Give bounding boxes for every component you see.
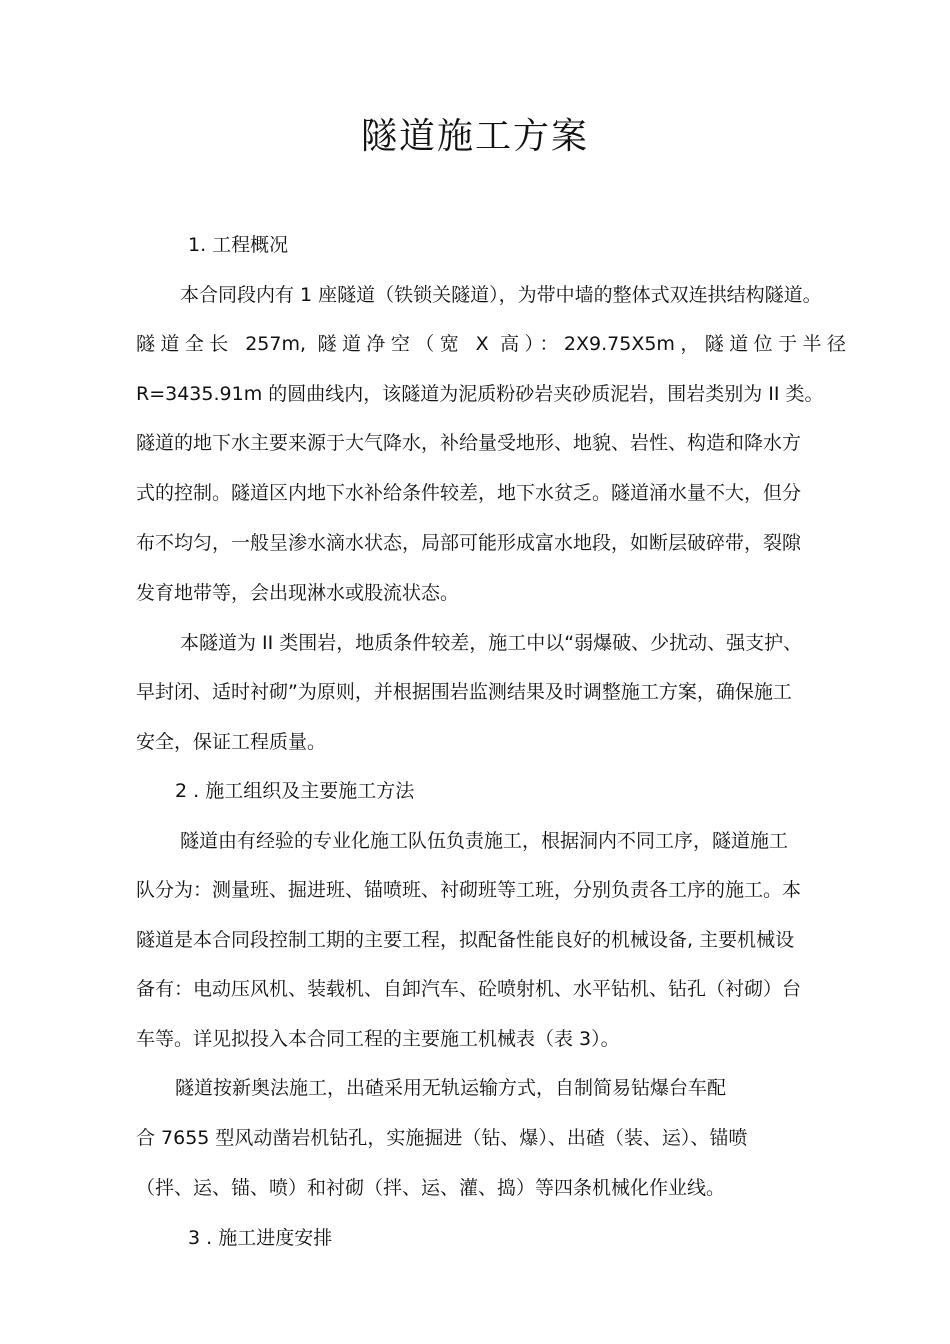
paragraph-line: 合 7655 型风动凿岩机钻孔，实施掘进（钻、爆）、出碴（装、运）、锚喷	[136, 1127, 748, 1149]
paragraph-line: R=3435.91m 的圆曲线内，该隧道为泥质粉砂岩夹砂质泥岩，围岩类别为 II 类。	[136, 383, 824, 405]
paragraph-line: 隧道由有经验的专业化施工队伍负责施工，根据洞内不同工序，隧道施工	[180, 830, 789, 852]
paragraph-line: 布不均匀，一般呈渗水滴水状态，局部可能形成富水地段，如断层破碎带，裂隙	[136, 532, 802, 554]
paragraph-line: 早封闭、适时衬砌”为原则，并根据围岩监测结果及时调整施工方案，确保施工	[136, 681, 792, 703]
paragraph-line: 本合同段内有 1 座隧道（铁锁关隧道），为带中墙的整体式双连拱结构隧道。	[180, 284, 822, 306]
page-title: 隧道施工方案	[360, 116, 589, 157]
paragraph-line: 队分为：测量班、掘进班、锚喷班、衬砌班等工班，分别负责各工序的施工。本	[136, 879, 802, 901]
paragraph-line: （拌、运、锚、喷）和衬砌（拌、运、灌、捣）等四条机械化作业线。	[136, 1177, 726, 1199]
paragraph-line: 隧道是本合同段控制工期的主要工程，拟配备性能良好的机械设备, 主要机械设	[136, 929, 795, 951]
paragraph-line: 式的控制。隧道区内地下水补给条件较差，地下水贫乏。隧道涌水量不大，但分	[136, 482, 802, 504]
paragraph-line: 本隧道为 II 类围岩，地质条件较差，施工中以“弱爆破、少扰动、强支护、	[180, 632, 803, 654]
section-3-heading: 3 . 施工进度安排	[188, 1227, 333, 1249]
paragraph-line: 备有：电动压风机、装载机、自卸汽车、砼喷射机、水平钻机、钻孔（衬砌）台	[136, 978, 802, 1000]
paragraph-line: 车等。详见拟投入本合同工程的主要施工机械表（表 3）。	[136, 1028, 620, 1050]
paragraph-line: 隧道按新奥法施工，出碴采用无轨运输方式，自制简易钻爆台车配	[175, 1077, 727, 1099]
paragraph-line: 发育地带等，会出现淋水或股流状态。	[136, 582, 460, 604]
section-1-heading: 1. 工程概况	[188, 234, 289, 256]
section-2-heading: 2 . 施工组织及主要施工方法	[175, 780, 415, 802]
paragraph-line: 隧道全长 257m, 隧道净空（宽 X 高）：2X9.75X5m，隧道位于半径	[136, 333, 846, 355]
paragraph-line: 安全，保证工程质量。	[136, 731, 327, 753]
paragraph-line: 隧道的地下水主要来源于大气降水，补给量受地形、地貌、岩性、构造和降水方	[136, 432, 802, 454]
